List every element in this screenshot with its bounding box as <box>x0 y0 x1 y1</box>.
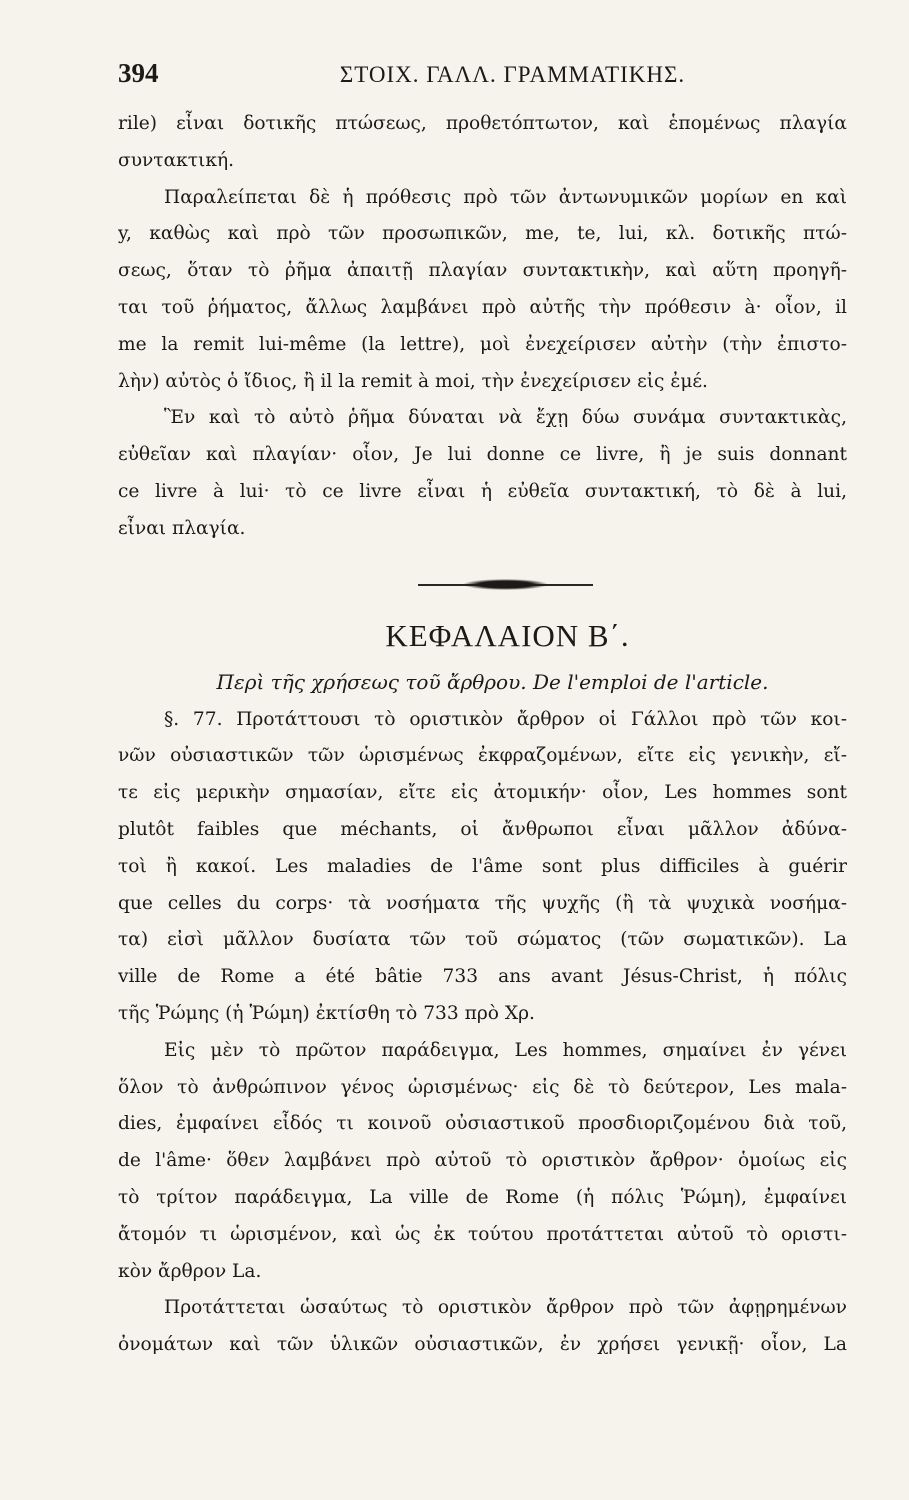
text-line: λὴν) αὐτὸς ὁ ἴδιος, ἢ il la remit à moi, τὴν ἐνεχείρισεν εἰς ἐμέ. <box>118 370 708 392</box>
text-line: σεως, ὅταν τὸ ῥῆμα ἀπαιτῇ πλαγίαν συντακτικὴν, καὶ αὕτη προηγῆ- <box>118 260 847 282</box>
chapter-subtitle: Περὶ τῆς χρήσεως τοῦ ἄρθρου. De l'emploi de l'article. <box>216 669 769 694</box>
text-line: Προτάττεται ὡσαύτως τὸ οριστικὸν ἄρθρον πρὸ τῶν ἀφῃρημένων <box>164 1297 847 1319</box>
text-line: εὐθεῖαν καὶ πλαγίαν· οἷον, Je lui donne ce livre, ἢ je suis donnant <box>118 444 847 466</box>
text-line: plutôt faibles que méchants, οἱ ἄνθρωποι εἶναι μᾶλλον ἀδύνα- <box>118 818 847 840</box>
text-line: Ἓν καὶ τὸ αὐτὸ ῥῆμα δύναται νὰ ἔχῃ δύω συνάμα συντακτικὰς, <box>164 407 847 429</box>
text-line: ται τοῦ ῥήματος, ἄλλως λαμβάνει πρὸ αὐτῆς τὴν πρόθεσιν à· οἷον, il <box>118 296 847 318</box>
running-head <box>118 58 847 106</box>
text-line: τοὶ ἢ κακοί. Les maladies de l'âme sont plus difficiles à guérir <box>118 855 847 877</box>
text-line: εἶναι πλαγία. <box>118 517 246 539</box>
text-line: τῆς Ῥώμης (ἡ Ῥώμη) ἐκτίσθη τὸ 733 πρὸ Χρ. <box>118 1002 535 1024</box>
text-line: νῶν οὐσιαστικῶν τῶν ὡρισμένως ἐκφραζομένων, εἴτε εἰς γενικὴν, εἴ- <box>118 745 847 767</box>
text-line: rile) εἶναι δοτικῆς πτώσεως, προθετόπτωτον, καὶ ἑπομένως πλαγία <box>118 113 847 134</box>
text-line: ce livre à lui· τὸ ce livre εἶναι ἡ εὐθεῖα συντακτική, τὸ δὲ à lui, <box>118 480 847 502</box>
chapter-heading: ΚΕΦΑΛΑΙΟΝ Β΄. <box>385 617 630 653</box>
text-line: ville de Rome a été bâtie 733 ans avant Jésus-Christ, ἡ πόλις <box>118 966 847 988</box>
text-line: dies, ἐμφαίνει εἶδός τι κοινοῦ οὐσιαστικοῦ προσδιοριζομένου διὰ τοῦ, <box>118 1113 847 1135</box>
text-block-bottom <box>118 702 847 1364</box>
text-line: ἄτομόν τι ὡρισμένον, καὶ ὡς ἐκ τούτου προτάττεται αὐτοῦ τὸ οριστι- <box>118 1223 847 1245</box>
text-line: ὀνομάτων καὶ τῶν ὑλικῶν οὐσιαστικῶν, ἐν χρήσει γενικῇ· οἷον, La <box>118 1334 847 1356</box>
running-title: ΣΤΟΙΧ. ΓΑΛΛ. ΓΡΑΜΜΑΤΙΚΗΣ. <box>339 62 686 87</box>
text-line: me la remit lui-même (la lettre), μοὶ ἐνεχείρισεν αὐτὴν (τὴν ἐπιστο- <box>118 333 847 355</box>
text-line: que celles du corps· τὰ νοσήματα τῆς ψυχῆς (ἢ τὰ ψυχικὰ νοσήμα- <box>118 892 847 914</box>
page-number: 394 <box>118 58 159 88</box>
text-line: ὅλον τὸ ἀνθρώπινον γένος ὡρισμένως· εἰς δὲ τὸ δεύτερον, Les mala- <box>118 1076 847 1098</box>
text-line: Εἰς μὲν τὸ πρῶτον παράδειγμα, Les hommes, σημαίνει ἐν γένει <box>164 1039 847 1061</box>
text-line: τε εἰς μερικὴν σημασίαν, εἴτε εἰς ἀτομικήν· οἷον, Les hommes sont <box>118 782 847 804</box>
text-line: §. 77. Προτάττουσι τὸ οριστικὸν ἄρθρον οἱ Γάλλοι πρὸ τῶν κοι- <box>164 708 847 730</box>
text-block-top <box>118 106 847 548</box>
text-line: κὸν ἄρθρον La. <box>118 1260 262 1282</box>
text-line: y, καθὼς καὶ πρὸ τῶν προσωπικῶν, me, te, lui, κλ. δοτικῆς πτώ- <box>118 223 847 245</box>
text-line: de l'âme· ὅθεν λαμβάνει πρὸ αὐτοῦ τὸ οριστικὸν ἄρθρον· ὁμοίως εἰς <box>118 1150 847 1172</box>
text-line: Παραλείπεται δὲ ἡ πρόθεσις πρὸ τῶν ἀντωνυμικῶν μορίων en καὶ <box>164 186 847 208</box>
divider-ornament-icon <box>463 579 548 590</box>
text-line: τα) εἰσὶ μᾶλλον δυσίατα τῶν τοῦ σώματος (τῶν σωματικῶν). La <box>118 929 847 951</box>
text-line: τὸ τρίτον παράδειγμα, La ville de Rome (ἡ πόλις Ῥώμη), ἐμφαίνει <box>118 1186 847 1208</box>
ornamental-divider <box>118 548 847 604</box>
text-line: συντακτική. <box>118 149 235 171</box>
